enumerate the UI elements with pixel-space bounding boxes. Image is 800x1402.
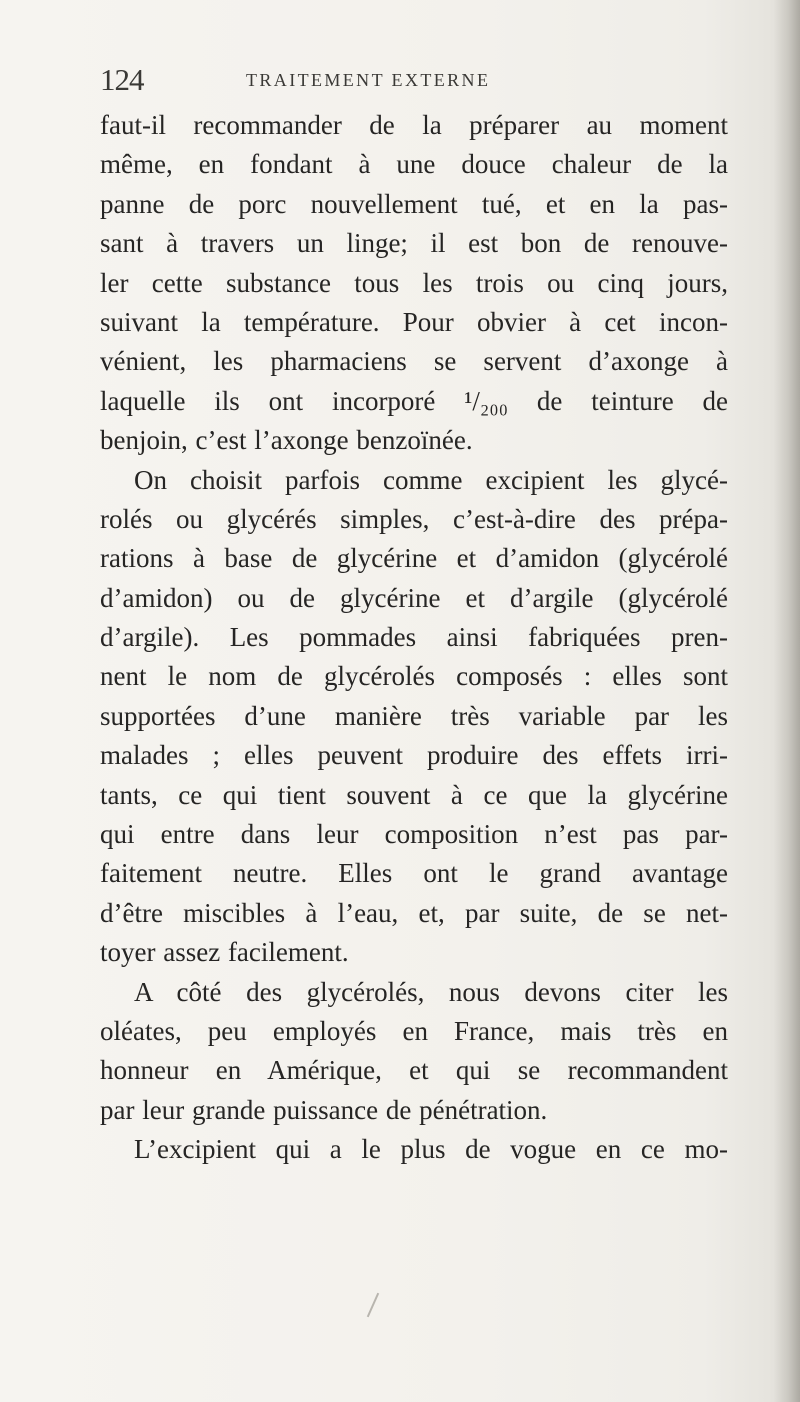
- text-line: suivant la température. Pour obvier à cet incon-: [100, 306, 728, 337]
- text-line: laquelle ils ont incorporé ¹/₂₀₀ de teinture de: [100, 385, 728, 416]
- text-line: par leur grande puissance de pénétration.: [100, 1094, 548, 1125]
- text-line: panne de porc nouvellement tué, et en la pas-: [100, 188, 728, 219]
- text-line: tants, ce qui tient souvent à ce que la glycérine: [100, 779, 728, 810]
- text-line: sant à travers un linge; il est bon de renouve-: [100, 228, 728, 259]
- text-line: d’être miscibles à l’eau, et, par suite, de se net-: [100, 897, 728, 928]
- page-edge-shadow: [774, 0, 800, 1402]
- text-line: nent le nom de glycérolés composés : elles sont: [100, 661, 728, 692]
- text-line: vénient, les pharmaciens se servent d’axonge à: [100, 346, 728, 377]
- stray-ink-mark: [367, 1293, 379, 1318]
- text-line: rations à base de glycérine et d’amidon (glycérolé: [100, 543, 728, 574]
- text-line: ler cette substance tous les trois ou cinq jours,: [100, 267, 728, 298]
- text-line: honneur en Amérique, et qui se recommandent: [100, 1055, 728, 1086]
- text-line: faut-il recommander de la préparer au moment: [100, 110, 728, 140]
- running-head: TRAITEMENT EXTERNE: [246, 70, 491, 90]
- text-line: benjoin, c’est l’axonge benzoïnée.: [100, 425, 473, 456]
- text-line: L’excipient qui a le plus de vogue en ce mo-: [134, 1134, 728, 1165]
- body-text: [100, 106, 728, 1170]
- text-line: On choisit parfois comme excipient les glycé-: [134, 464, 728, 495]
- text-line: même, en fondant à une douce chaleur de la: [100, 149, 728, 180]
- text-line: toyer assez facilement.: [100, 937, 349, 968]
- text-line: faitement neutre. Elles ont le grand avantage: [100, 858, 728, 889]
- text-line: d’amidon) ou de glycérine et d’argile (glycérolé: [100, 582, 728, 613]
- text-line: supportées d’une manière très variable par les: [100, 700, 728, 731]
- page-number: 124: [100, 62, 144, 97]
- text-line: A côté des glycérolés, nous devons citer les: [134, 976, 728, 1007]
- text-line: oléates, peu employés en France, mais très en: [100, 1015, 728, 1046]
- text-line: rolés ou glycérés simples, c’est-à-dire des prépa-: [100, 503, 728, 534]
- text-line: malades ; elles peuvent produire des effets irri-: [100, 740, 728, 771]
- text-line: d’argile). Les pommades ainsi fabriquées pren-: [100, 622, 728, 653]
- text-line: qui entre dans leur composition n’est pas par-: [100, 819, 728, 850]
